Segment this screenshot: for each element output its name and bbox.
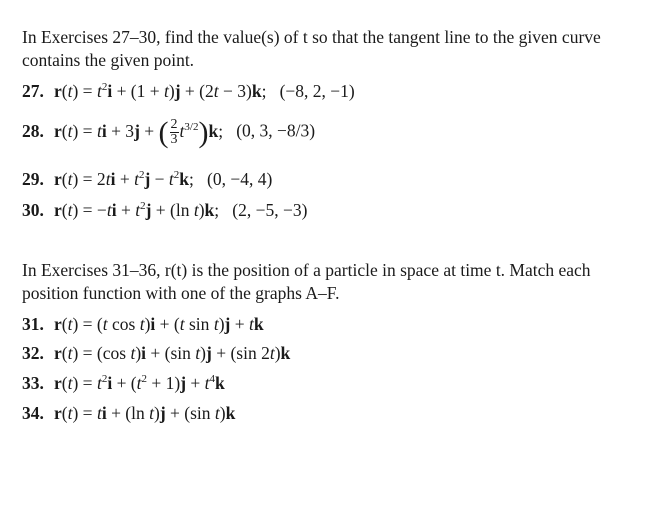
exercise-function: $r(t) = -ti + t^2j + (\ln$ t)k; xyxy=(54,200,220,220)
exercise-point: (−8, 2, −1) xyxy=(279,81,355,101)
exercise-number: 29. xyxy=(22,169,44,189)
exercise-34 xyxy=(22,402,235,424)
exercise-number: 31. xyxy=(22,314,44,334)
exercise-number: 33. xyxy=(22,373,44,393)
exercise-31 xyxy=(22,313,264,335)
exercise-function: r(t) = (cos t)i + (sin t)j + (sin 2t)k xyxy=(54,343,291,363)
exercise-32 xyxy=(22,342,290,364)
exercise-number: 28. xyxy=(22,120,44,141)
exercise-29 xyxy=(22,168,272,190)
exercise-function: $r(t) = t^2i + (t^2 + 1)j + t^4k$ xyxy=(54,373,225,393)
section1-intro-text: In Exercises 27–30, find the value(s) of t so that the tangent line to the given curve contains the given point. xyxy=(22,27,601,70)
exercise-function: $r(t) = t^2i + (1 + t)j + (2t - 3)k$; xyxy=(54,81,267,101)
exercise-point: (2, −5, −3) xyxy=(232,200,308,220)
exercise-number: 32. xyxy=(22,343,44,363)
exercise-number: 34. xyxy=(22,403,44,423)
exercise-28 xyxy=(22,115,316,149)
exercise-function: r(t) = (t cos t)i + (t sin t)j + tk xyxy=(54,314,264,334)
exercise-number: 27. xyxy=(22,81,44,101)
exercise-33 xyxy=(22,372,225,394)
section2-intro-text: In Exercises 31–36, r(t) is the position of a particle in space at time t. Match each position function with one of the graphs A–F. xyxy=(22,260,591,303)
exercise-function: r(t) = ti + 3j + ( $\frac{2}{3}$ $t^{3/2})k$; xyxy=(54,115,224,149)
exercise-27 xyxy=(22,80,355,102)
section1-intro xyxy=(22,26,622,72)
exercise-30 xyxy=(22,199,307,221)
exercise-point: (0, 3, −8/3) xyxy=(236,120,316,141)
exercise-point: (0, −4, 4) xyxy=(207,169,273,189)
exercise-function: $r(t) = 2ti + t^2j - t^2k$; xyxy=(54,169,194,189)
exercise-number: 30. xyxy=(22,200,44,220)
exercise-function: r(t) = ti + (ln t)j + (sin t)k xyxy=(54,403,236,423)
section2-intro xyxy=(22,259,622,305)
